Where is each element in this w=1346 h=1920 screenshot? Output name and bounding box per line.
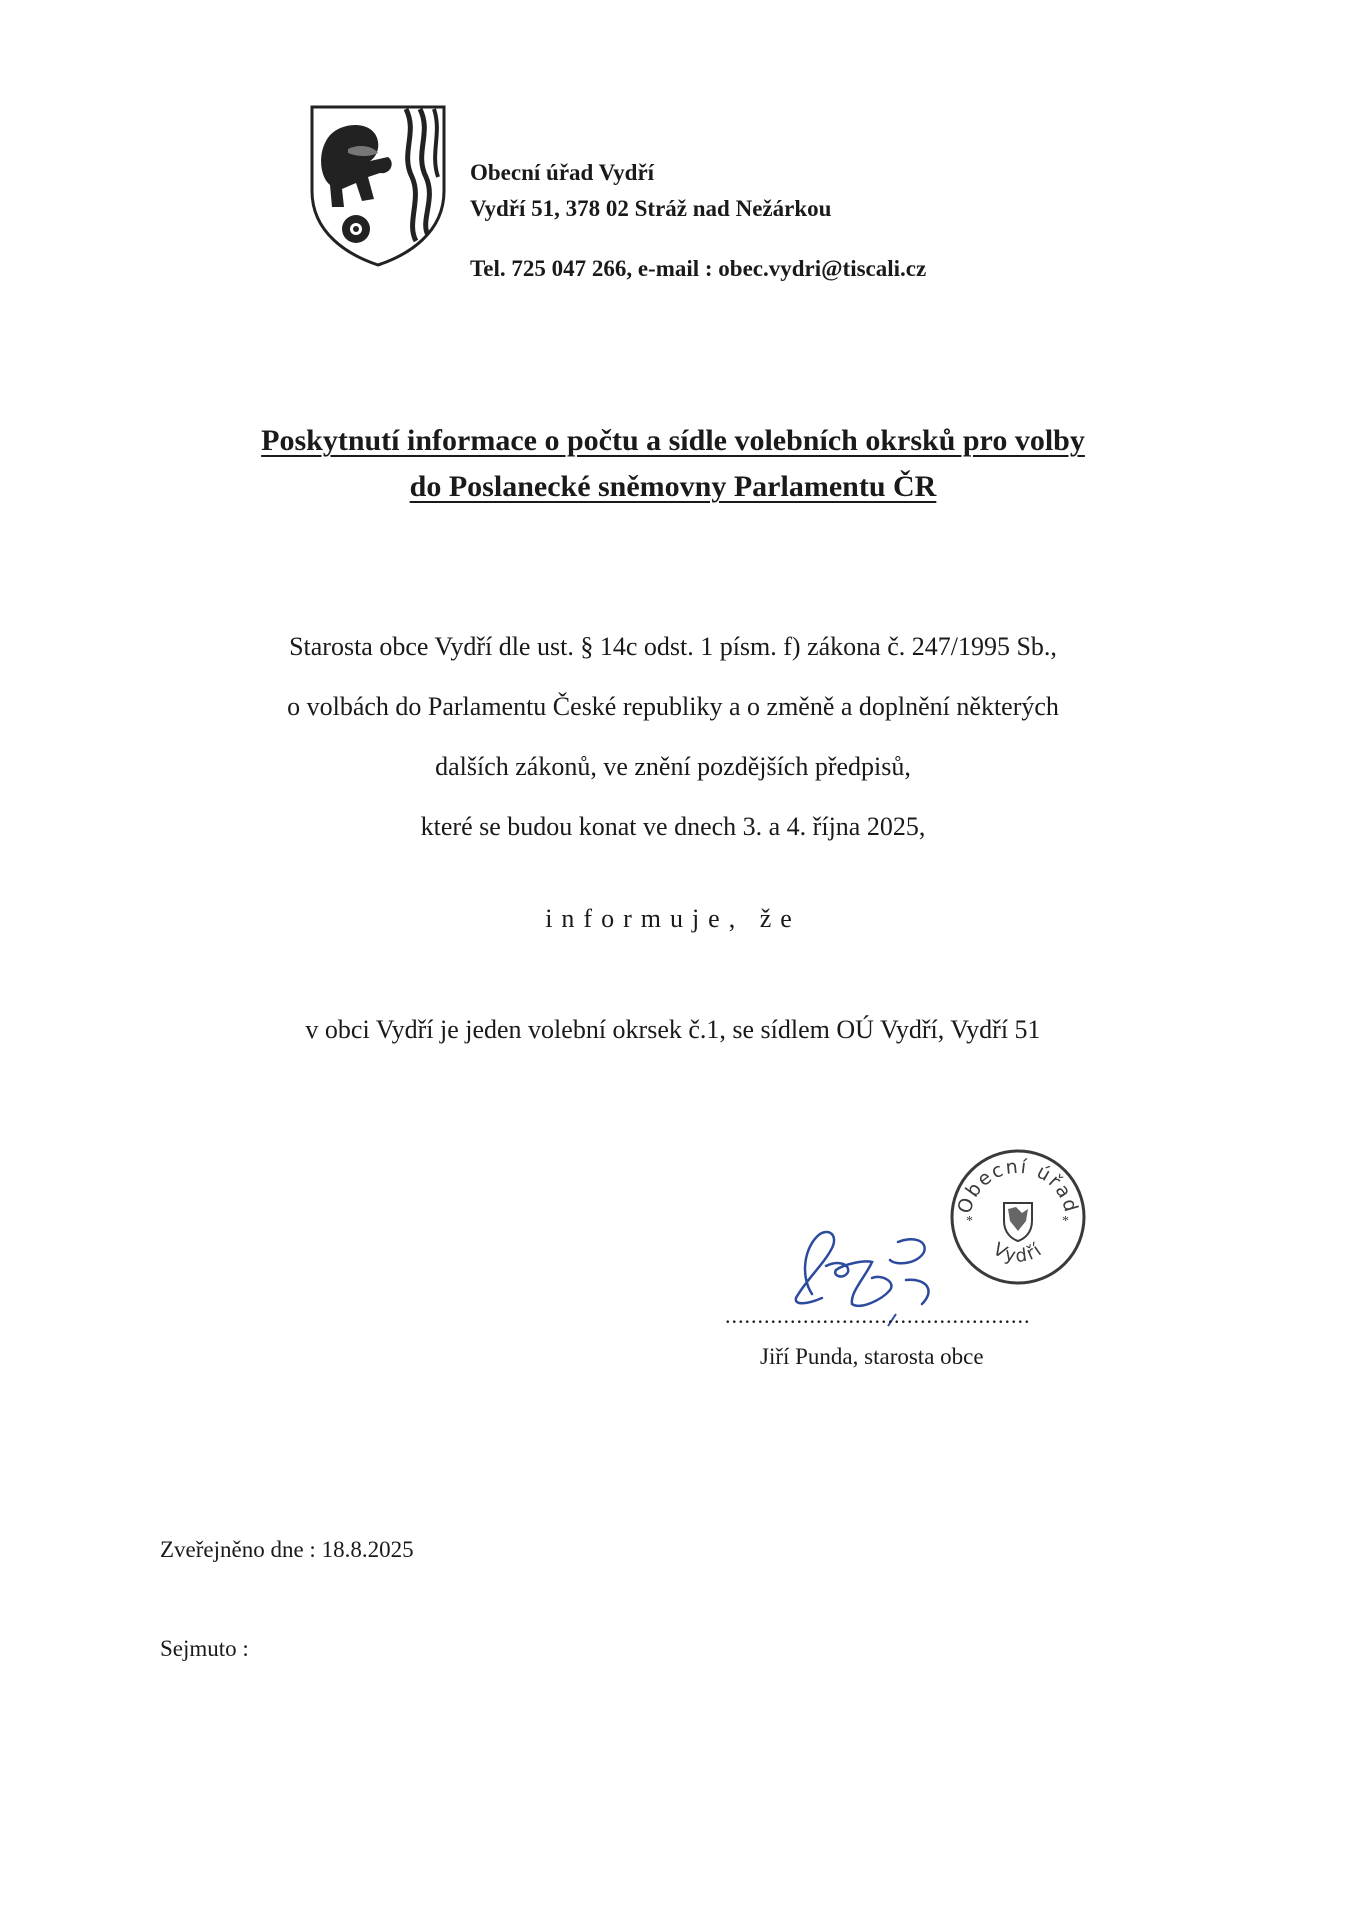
signer-name: Jiří Punda, starosta obce xyxy=(760,1344,984,1369)
svg-text:*: * xyxy=(1062,1214,1069,1229)
body-paragraph xyxy=(0,617,1346,857)
title-line-2: do Poslanecké sněmovny Parlamentu ČR xyxy=(409,470,937,503)
official-stamp-icon xyxy=(948,1147,1088,1287)
body-line-3: dalších zákonů, ve znění pozdějších předpisů, xyxy=(435,752,911,781)
title-line-1: Poskytnutí informace o počtu a sídle volebních okrsků pro volby xyxy=(261,424,1085,457)
office-header xyxy=(470,155,831,227)
body-line-4: které se budou konat ve dnech 3. a 4. října 2025, xyxy=(420,812,926,841)
coat-of-arms-icon xyxy=(308,103,448,269)
body-line-2: o volbách do Parlamentu České republiky a o změně a doplnění některých xyxy=(287,692,1059,721)
office-contact: Tel. 725 047 266, e-mail : obec.vydri@tiscali.cz xyxy=(470,256,927,281)
svg-text:Obecní úřad xyxy=(953,1156,1082,1217)
stamp-text-bottom: Vydří xyxy=(989,1238,1047,1268)
svg-text:*: * xyxy=(966,1214,973,1229)
removed-date: Sejmuto : xyxy=(160,1636,249,1661)
informs-statement: informuje, že xyxy=(545,904,801,933)
document-title xyxy=(0,418,1346,510)
svg-text:Vydří xyxy=(989,1239,1047,1267)
district-statement: v obci Vydří je jeden volební okrsek č.1, se sídlem OÚ Vydří, Vydří 51 xyxy=(305,1015,1041,1044)
stamp-text-top: Obecní úřad xyxy=(953,1155,1083,1217)
signature-line: ............................................... xyxy=(725,1303,1031,1328)
body-line-1: Starosta obce Vydří dle ust. § 14c odst. 1 písm. f) zákona č. 247/1995 Sb., xyxy=(289,632,1057,661)
published-date: Zveřejněno dne : 18.8.2025 xyxy=(160,1537,414,1562)
office-address: Vydří 51, 378 02 Stráž nad Nežárkou xyxy=(470,196,832,221)
office-name: Obecní úřad Vydří xyxy=(470,160,655,185)
